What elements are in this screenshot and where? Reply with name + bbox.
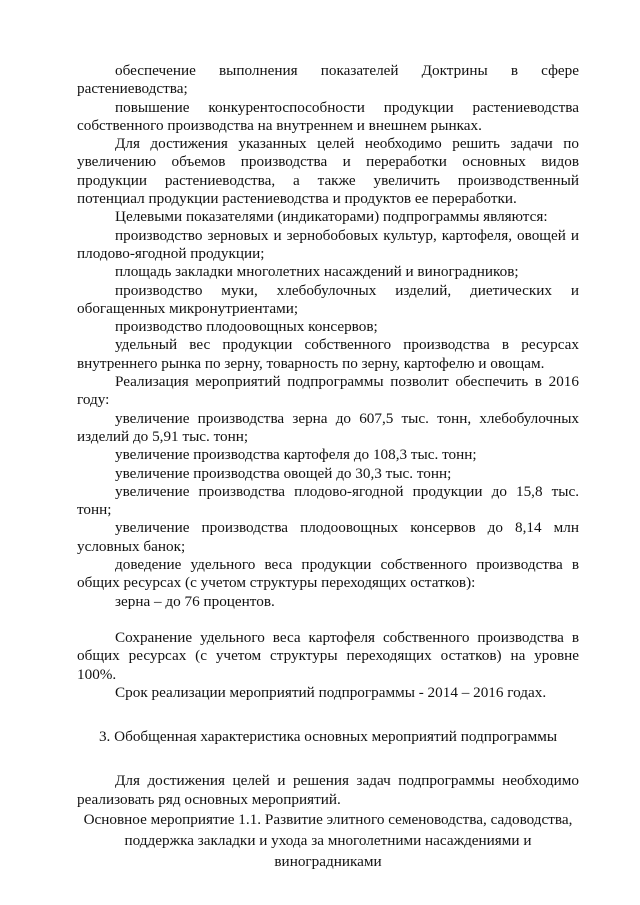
paragraph: увеличение производства овощей до 30,3 тыс. тонн; (115, 464, 452, 482)
measure-title: Основное мероприятие 1.1. Развитие элитного семеноводства, садоводства, поддержка закладки и ухода за многолетними насаждениями и виноградниками (83, 810, 573, 870)
paragraph: повышение конкурентоспособности продукции растениеводства собственного производства на внутреннем и внешнем рынках. (77, 98, 579, 134)
document-body (77, 62, 579, 872)
paragraph: удельный вес продукции собственного производства в ресурсах внутреннего рынка по зерну, товарность по зерну, картофелю и овощам. (77, 336, 579, 372)
paragraph: увеличение производства плодоовощных консервов до 8,14 млн условных банок; (77, 519, 579, 555)
paragraph: площадь закладки многолетних насаждений и виноградников; (115, 263, 519, 281)
paragraph: Целевыми показателями (индикаторами) подпрограммы являются: (115, 208, 548, 226)
paragraph: доведение удельного веса продукции собственного производства в общих ресурсах (с учетом структуры переходящих остатков): (77, 556, 579, 592)
paragraph: увеличение производства зерна до 607,5 тыс. тонн, хлебобулочных изделий до 5,91 тыс. тонн; (77, 409, 579, 445)
paragraph: Для достижения целей и решения задач подпрограммы необходимо реализовать ряд основных мероприятий. (77, 772, 579, 808)
spacer (77, 611, 579, 629)
paragraph: производство зерновых и зернобобовых культур, картофеля, овощей и плодово-ягодной продукции; (77, 226, 579, 262)
paragraph: Для достижения указанных целей необходимо решить задачи по увеличению объемов производства и переработки основных видов продукции растениеводства, а также увеличить производственный потенциал продукции растениеводства и продуктов ее переработки. (77, 135, 579, 208)
paragraph: увеличение производства картофеля до 108,3 тыс. тонн; (115, 446, 477, 464)
spacer (77, 702, 579, 728)
paragraph: Реализация мероприятий подпрограммы позволит обеспечить в 2016 году: (77, 373, 579, 409)
paragraph: Срок реализации мероприятий подпрограммы - 2014 – 2016 годах. (115, 683, 547, 701)
paragraph: увеличение производства плодово-ягодной продукции до 15,8 тыс. тонн; (77, 482, 579, 519)
paragraph: обеспечение выполнения показателей Доктрины в сфере растениеводства; (77, 62, 579, 98)
spacer (77, 746, 579, 772)
paragraph: зерна – до 76 процентов. (115, 592, 275, 610)
paragraph: Сохранение удельного веса картофеля собственного производства в общих ресурсах (с учетом структуры переходящих остатков) на уровне 100%. (77, 628, 579, 683)
section-heading: 3. Обобщенная характеристика основных мероприятий подпрограммы (98, 728, 558, 746)
paragraph: производство муки, хлебобулочных изделий, диетических и обогащенных микронутриентами; (77, 281, 579, 317)
paragraph: производство плодоовощных консервов; (115, 318, 378, 336)
